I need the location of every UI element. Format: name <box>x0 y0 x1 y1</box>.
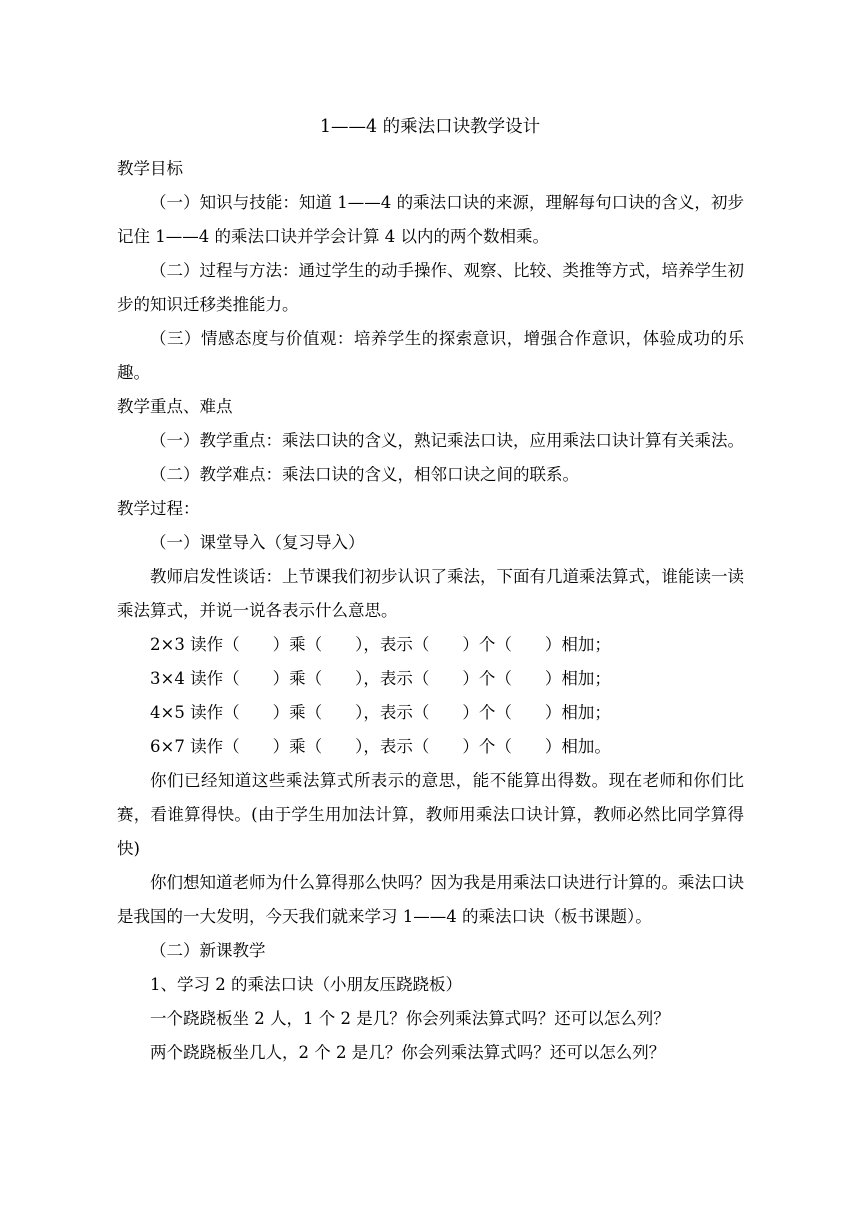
body-paragraph: 4×5 读作（ ）乘（ ），表示（ ）个（ ）相加； <box>150 703 611 722</box>
body-paragraph: 两个跷跷板坐几人，2 个 2 是几？你会列乘法算式吗？还可以怎么列？ <box>150 1043 666 1062</box>
body-paragraph: 2×3 读作（ ）乘（ ），表示（ ）个（ ）相加； <box>150 635 611 654</box>
body-paragraph: 教师启发性谈话：上节课我们初步认识了乘法，下面有几道乘法算式，谁能读一读乘法算式，并说一说各表示什么意思。 <box>117 567 744 620</box>
body-paragraph: 3×4 读作（ ）乘（ ），表示（ ）个（ ）相加； <box>150 669 611 688</box>
body-paragraph: （一）教学重点：乘法口诀的含义，熟记乘法口诀，应用乘法口诀计算有关乘法。 <box>150 431 744 450</box>
body-paragraph: 6×7 读作（ ）乘（ ），表示（ ）个（ ）相加。 <box>150 737 611 756</box>
section-heading: 教学过程： <box>117 499 200 518</box>
document-title: 1——4 的乘法口诀教学设计 <box>319 117 541 137</box>
section-heading: 教学重点、难点 <box>117 397 233 416</box>
body-paragraph: （二）新课教学 <box>150 941 266 960</box>
body-paragraph: （一）知识与技能：知道 1——4 的乘法口诀的来源，理解每句口诀的含义，初步记住 1——4 的乘法口诀并学会计算 4 以内的两个数相乘。 <box>117 193 744 246</box>
document-body <box>117 152 744 1070</box>
body-paragraph: 你们想知道老师为什么算得那么快吗？因为我是用乘法口诀进行计算的。乘法口诀是我国的一大发明，今天我们就来学习 1——4 的乘法口诀（板书课题）。 <box>117 873 744 926</box>
body-paragraph: 你们已经知道这些乘法算式所表示的意思，能不能算出得数。现在老师和你们比赛，看谁算得快。(由于学生用加法计算，教师用乘法口诀计算，教师必然比同学算得快) <box>117 771 744 858</box>
body-paragraph: （二）教学难点：乘法口诀的含义，相邻口诀之间的联系。 <box>150 465 579 484</box>
body-paragraph: 1、学习 2 的乘法口诀（小朋友压跷跷板） <box>150 975 462 994</box>
body-paragraph: 一个跷跷板坐 2 人，1 个 2 是几？你会列乘法算式吗？还可以怎么列？ <box>150 1009 670 1028</box>
body-paragraph: （一）课堂导入（复习导入） <box>150 533 365 552</box>
body-paragraph: （三）情感态度与价值观：培养学生的探索意识，增强合作意识，体验成功的乐趣。 <box>117 329 744 382</box>
body-paragraph: （二）过程与方法：通过学生的动手操作、观察、比较、类推等方式，培养学生初步的知识迁移类推能力。 <box>117 261 744 314</box>
section-heading: 教学目标 <box>117 159 183 178</box>
